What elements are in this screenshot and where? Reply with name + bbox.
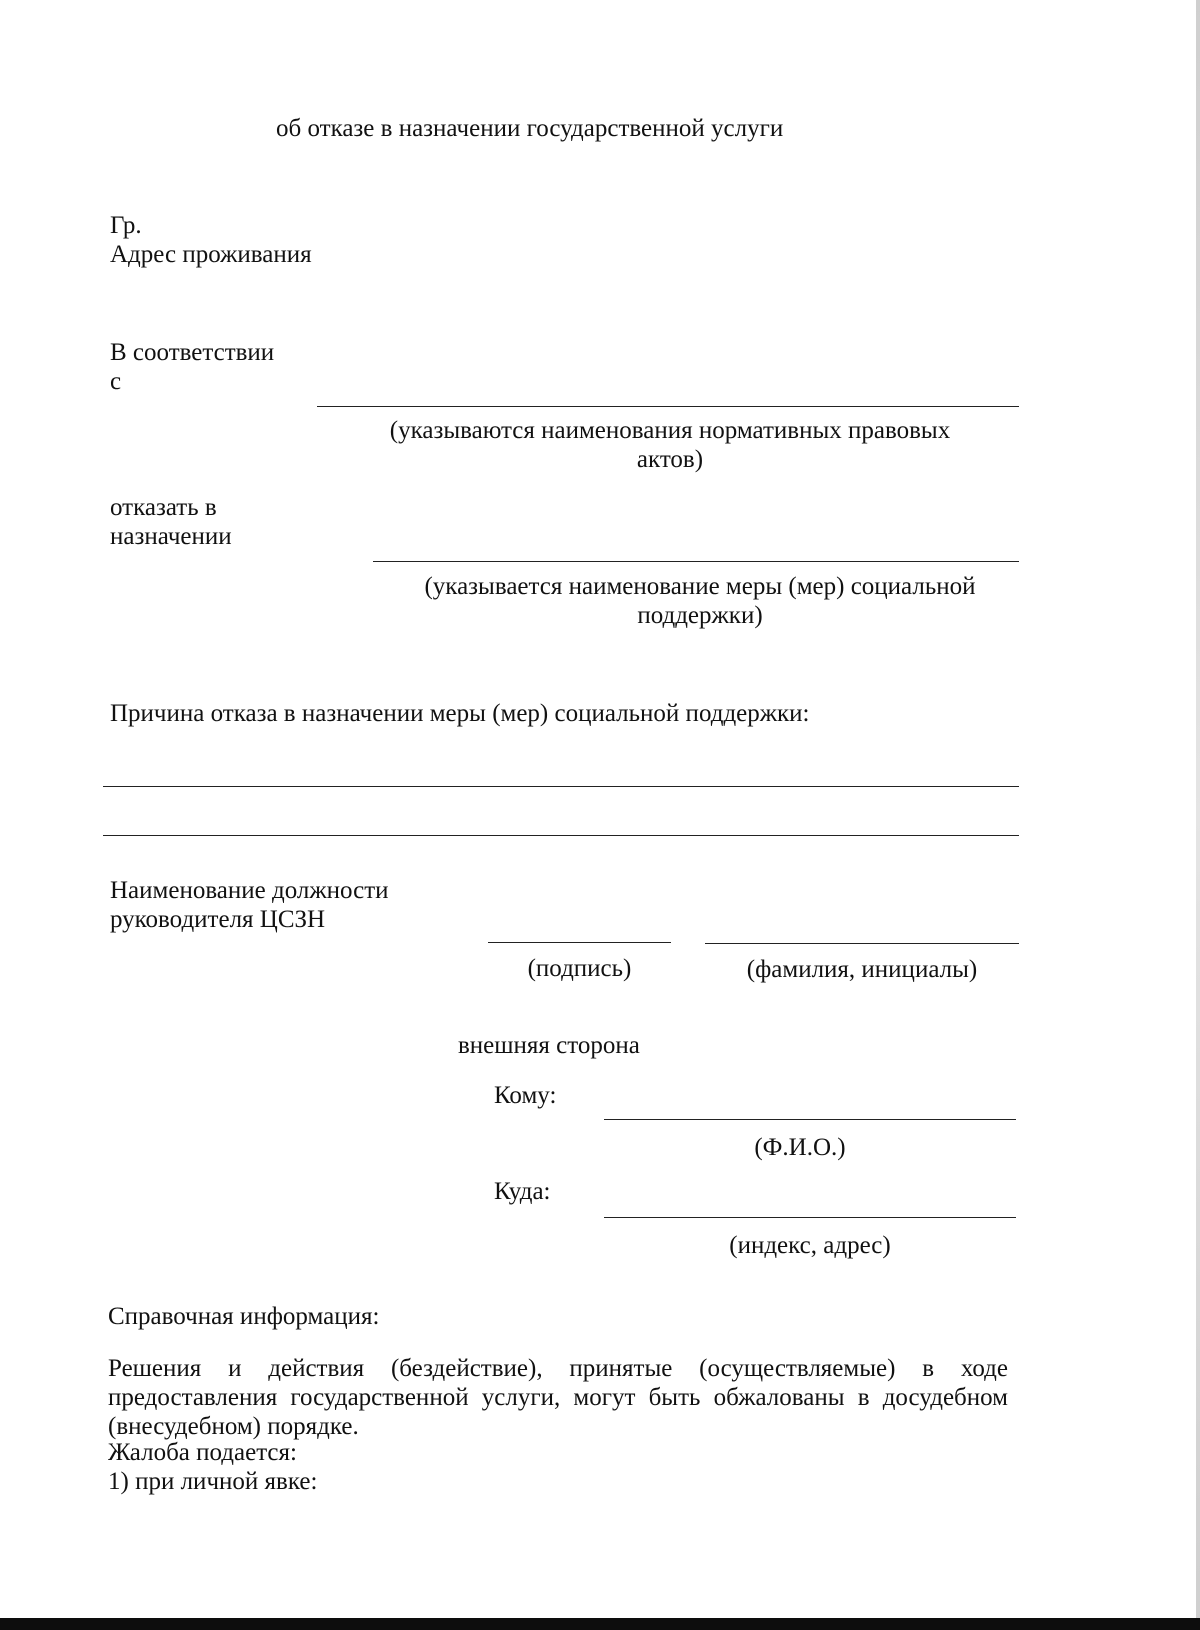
list-item-in-person: 1) при личной явке: — [108, 1468, 318, 1495]
legal-acts-hint-line2: актов) — [636, 446, 704, 473]
reference-heading: Справочная информация: — [108, 1303, 380, 1330]
signature-line — [488, 942, 671, 943]
address-hint: (индекс, адрес) — [729, 1232, 891, 1259]
legal-acts-hint-line1: (указываются наименования нормативных правовых — [389, 417, 951, 444]
to-label: Кому: — [494, 1082, 557, 1109]
where-line — [604, 1217, 1016, 1218]
complaint-label: Жалоба подается: — [108, 1439, 297, 1466]
refuse-label-line1: отказать в — [110, 494, 217, 521]
measure-line — [373, 561, 1019, 562]
refuse-label-line2: назначении — [110, 523, 232, 550]
appeal-paragraph: Решения и действия (бездействие), принятые (осуществляемые) в ходе предоставления государственной услуги, могут быть обжалованы в досудебном (внесудебном) порядке. — [108, 1355, 1008, 1440]
legal-acts-line — [317, 406, 1019, 407]
where-label: Куда: — [494, 1178, 551, 1205]
measure-hint-line1: (указывается наименование меры (мер) социальной — [424, 573, 976, 600]
fio-hint: (Ф.И.О.) — [754, 1134, 846, 1161]
name-line — [705, 943, 1019, 944]
signature-hint: (подпись) — [527, 955, 632, 982]
reason-line-2 — [103, 835, 1019, 836]
accordance-label-line2: с — [110, 368, 122, 395]
address-label: Адрес проживания — [110, 241, 312, 268]
position-label-line1: Наименование должности — [110, 877, 389, 904]
reason-label: Причина отказа в назначении меры (мер) социальной поддержки: — [110, 700, 810, 727]
name-hint: (фамилия, инициалы) — [746, 956, 978, 983]
to-line — [604, 1119, 1016, 1120]
position-label-line2: руководителя ЦСЗН — [110, 906, 326, 933]
scan-right-edge — [1196, 0, 1200, 1630]
document-title: об отказе в назначении государственной услуги — [276, 115, 784, 142]
accordance-label-line1: В соответствии — [110, 339, 275, 366]
scan-bottom-edge — [0, 1618, 1200, 1630]
reason-line-1 — [103, 786, 1019, 787]
citizen-label: Гр. — [110, 212, 142, 239]
outer-side-label: внешняя сторона — [458, 1032, 640, 1059]
measure-hint-line2: поддержки) — [637, 602, 763, 629]
